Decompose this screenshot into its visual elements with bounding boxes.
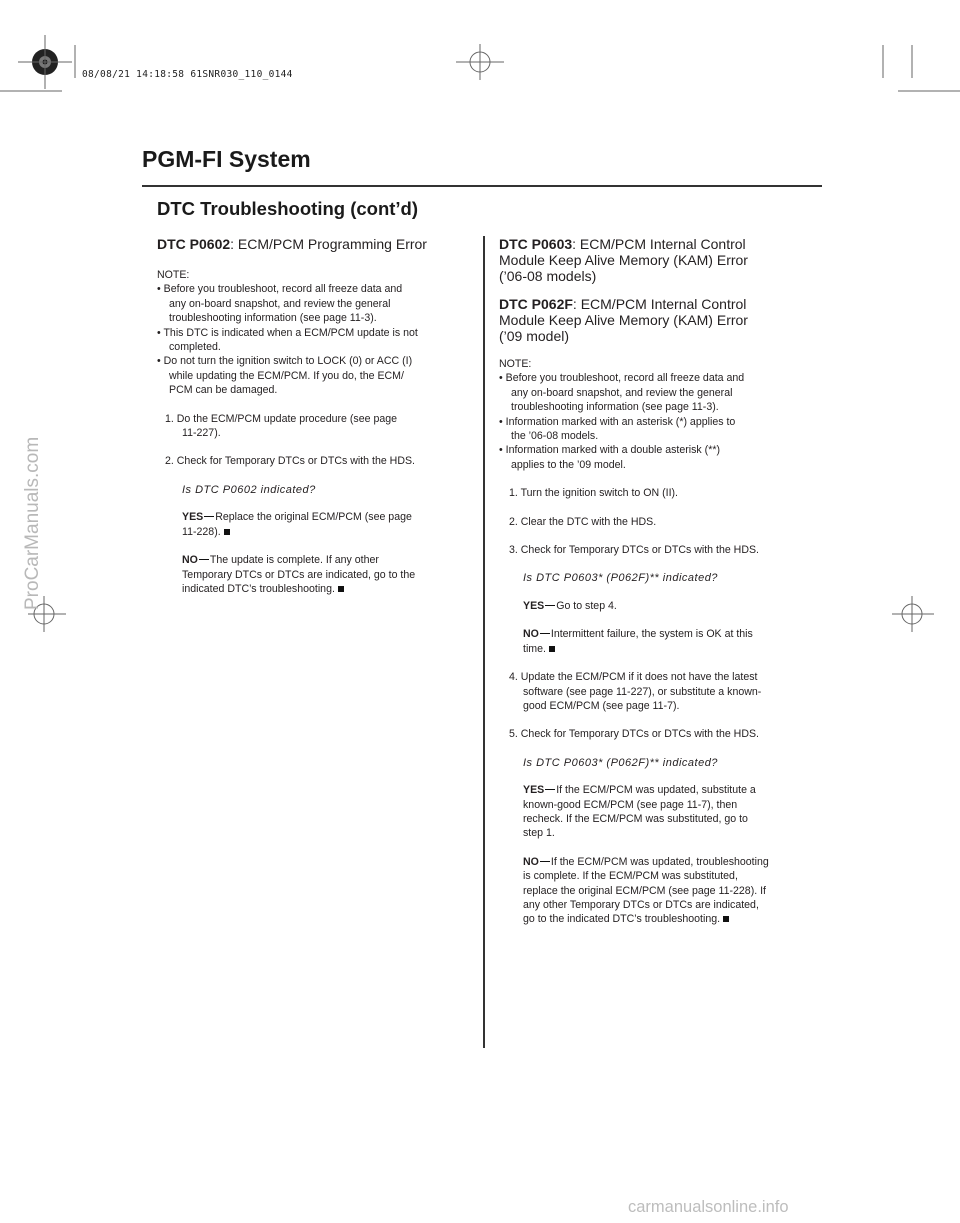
yes-answer [157,510,467,539]
note-line: • Information marked with a double asterisk (**) [499,444,720,457]
answer-text: Go to step 4. [556,599,617,612]
section-title: PGM-FI System [142,146,311,172]
step-text: software (see page 11-227), or substitute a known- [523,685,762,698]
answer-text: The update is complete. If any other [209,554,379,567]
answer-text: step 1. [523,827,555,840]
answer-text: If the ECM/PCM was updated, troubleshooting [550,855,769,868]
note-line: • Before you troubleshoot, record all freeze data and [499,372,745,385]
answer-text: Replace the original ECM/PCM (see page [215,511,412,524]
note-line: troubleshooting information (see page 11-3). [511,401,719,414]
subsection-title: DTC Troubleshooting (cont’d) [157,198,419,219]
step-5: 5. Check for Temporary DTCs or DTCs with the HDS. [509,728,759,741]
step-text: 4. Update the ECM/PCM if it does not have the latest [509,671,758,684]
answer-text: is complete. If the ECM/PCM was substituted, [523,870,738,883]
step-4 [499,670,819,713]
note-line: • Information marked with an asterisk (*) applies to [499,415,736,428]
note-line: PCM can be damaged. [169,384,278,397]
end-mark-icon [723,916,729,922]
end-mark-icon [549,646,555,652]
dtc-title: : ECM/PCM Internal Control [572,296,747,312]
dtc-title: (’06-08 models) [499,268,597,284]
end-mark-icon [224,529,230,535]
no-answer [499,627,819,656]
note-line: any on-board snapshot, and review the general [169,297,391,310]
note-line: while updating the ECM/PCM. If you do, the ECM/ [169,369,404,382]
right-dtc-heading-1 [499,236,819,284]
answer-text: go to the indicated DTC’s troubleshooting. [523,913,721,926]
dtc-title: : ECM/PCM Internal Control [572,236,746,252]
note-line: • Before you troubleshoot, record all freeze data and [157,283,403,296]
left-dtc-heading [157,236,467,252]
note-line: troubleshooting information (see page 11-3). [169,312,377,325]
note-label: NOTE: [157,269,190,281]
no-label: NO [182,554,198,567]
no-label: NO [523,855,539,868]
step-text: good ECM/PCM (see page 11-7). [523,699,680,712]
right-dtc-heading-2 [499,296,819,344]
no-answer [499,855,819,927]
question: Is DTC P0603* (P062F)** indicated? [523,572,718,585]
print-stamp: 08/08/21 14:18:58 61SNR030_110_0144 [82,69,293,80]
column-divider [483,236,485,1048]
dtc-title: (’09 model) [499,328,570,344]
answer-text: Intermittent failure, the system is OK at this [550,628,753,641]
end-mark-icon [338,586,344,592]
left-column [157,236,467,596]
answer-text: If the ECM/PCM was updated, substitute a [556,784,756,797]
dtc-code: DTC P062F [499,296,573,312]
question: Is DTC P0603* (P062F)** indicated? [523,756,718,769]
dtc-title: Module Keep Alive Memory (KAM) Error [499,312,748,328]
note-line: completed. [169,341,221,354]
yes-answer [499,599,819,613]
yes-label: YES [523,599,545,612]
step-text: 1. Do the ECM/PCM update procedure (see page [165,412,398,425]
yes-label: YES [523,784,545,797]
yes-answer [499,783,819,841]
answer-text: any other Temporary DTCs or DTCs are indicated, [523,898,759,911]
dtc-code: DTC P0603 [499,236,573,252]
note-line: the ’06-08 models. [511,430,599,443]
header-rule [142,185,822,187]
no-answer [157,553,467,596]
step-text: 11-227). [182,427,221,440]
answer-text: replace the original ECM/PCM (see page 11-228). If [523,884,766,897]
no-label: NO [523,628,539,641]
note-label: NOTE: [499,358,532,370]
answer-text: Temporary DTCs or DTCs are indicated, go to the [182,568,416,581]
step-3: 3. Check for Temporary DTCs or DTCs with the HDS. [509,544,759,557]
side-watermark: ProCarManuals.com [22,436,43,610]
answer-text: indicated DTC’s troubleshooting. [182,582,335,595]
step-1 [157,412,467,441]
question: Is DTC P0602 indicated? [182,483,316,496]
answer-text: time. [523,642,546,655]
answer-text: 11-228). [182,525,221,538]
note-line: • This DTC is indicated when a ECM/PCM update is not [157,326,418,339]
answer-text: known-good ECM/PCM (see page 11-7), then [523,798,738,811]
dtc-title: : ECM/PCM Programming Error [230,236,427,252]
right-note [499,357,819,472]
footer-watermark: carmanualsonline.info [628,1198,789,1216]
step-1: 1. Turn the ignition switch to ON (II). [509,487,678,500]
step-2: 2. Check for Temporary DTCs or DTCs with the HDS. [165,455,415,468]
left-note [157,268,467,398]
answer-text: recheck. If the ECM/PCM was substituted, go to [523,812,748,825]
step-2: 2. Clear the DTC with the HDS. [509,515,657,528]
yes-label: YES [182,511,204,524]
dtc-code: DTC P0602 [157,236,231,252]
dtc-title: Module Keep Alive Memory (KAM) Error [499,252,748,268]
note-line: • Do not turn the ignition switch to LOCK (0) or ACC (I) [157,355,413,368]
right-column [499,236,819,927]
note-line: any on-board snapshot, and review the general [511,386,733,399]
note-line: applies to the ’09 model. [511,458,626,471]
